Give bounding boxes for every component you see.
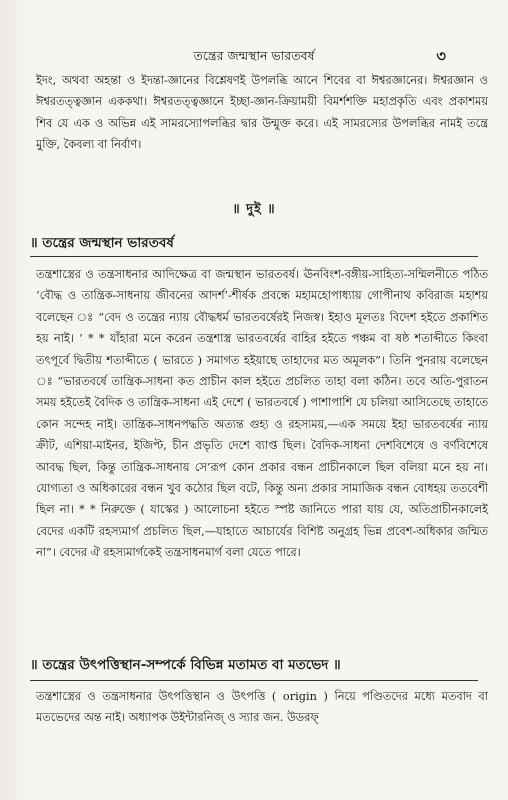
running-title: তন্ত্রের জন্মস্থান ভারতবর্ষ bbox=[193, 48, 315, 63]
chapter-heading: ॥ দুই ॥ bbox=[232, 202, 276, 217]
paragraph-origin: তন্ত্রশাস্ত্রের ও তন্ত্রসাধনার উৎপত্তিস্থান ও উৎপত্তি ( origin ) নিয়ে পণ্ডিতদের মধ্যে মতবাদ বা মতভেদের অন্ত নাই। অধ্যাপক উইন্টারনিজ্ ও স্যার জন. উডরফ্ bbox=[36, 690, 488, 725]
section-divider bbox=[30, 256, 478, 257]
section-heading-origin: ॥ তন্ত্রের উৎপত্তিস্থান-সম্পর্কে বিভিন্ন মতামত বা মতভেদ ॥ bbox=[30, 657, 341, 673]
paragraph-intro: ইদং, অথবা অহন্তা ও ইদন্তা-জ্ঞানের বিশ্লেষণই উপলব্ধি আনে শিবের বা ঈশ্বরজ্ঞানের। ঈশ্বরজ্ঞান ও ঈশ্বরতত্ত্বজ্ঞান এককথা। ঈশ্বরতত্ত্বজ্ঞানে ইচ্ছা-জ্ঞান-ক্রিয়াময়ী বিমর্শশক্তি মহাপ্রকৃতি এবং প্রকাশময় শিব যে এক ও অভিন্ন এই সামরস্যোপলব্ধির দ্বার উন্মুক্ত করে। এই সামরস্যের উপলব্ধির নামই তন্ত্রে মুক্তি, কৈবল্য বা নির্বাণ। bbox=[36, 74, 488, 152]
page-number: ৩ bbox=[436, 47, 446, 65]
section-heading-birthplace: ॥ তন্ত্রের জন্মস্থান ভারতবর্ষ bbox=[30, 235, 174, 251]
paragraph-birthplace: তন্ত্রশাস্ত্রের ও তন্ত্রসাধনার আদিক্ষেত্র বা জন্মস্থান ভারতবর্ষ। ঊনবিংশ-বঙ্গীয়-সাহিত্য-সম্মিলনীতে পঠিত ‘বৌদ্ধ ও তান্ত্রিক-সাধনায় জীবনের আদর্শ’-শীর্ষক প্রবন্ধে মহামহোপাধ্যায় গোপীনাথ কবিরাজ মহাশয় বলেছেন ঃ “বেদ ও তন্ত্রের ন্যায় বৌদ্ধধর্ম ভারতবর্ষেরই নিজস্ব। ইহাও মূলতঃ বিদেশ হইতে প্রকাশিত হয় নাই। ’ * * যাঁহারা মনে করেন তন্ত্রশাস্ত্র ভারতবর্ষের বাহির হইতে পঞ্চম বা ষষ্ঠ শতাব্দীতে কিংবা তৎপূর্বে দ্বিতীয় শতাব্দীতে ( ভারতে ) সমাগত হইয়াছে তাহাদের মত অমূলক”। তিনি পুনরায় বলেছেন ঃ “ভারতবর্ষে তান্ত্রিক-সাধনা কত প্রাচীন কাল হইতে প্রচলিত তাহা বলা কঠিন। তবে অতি-পুরাতন সময় হইতেই বৈদিক ও তান্ত্রিক-সাধনা এই দেশে ( ভারতবর্ষে ) পাশাপাশি যে চলিয়া আসিতেছে তাহাতে কোন সন্দেহ নাই। তান্ত্রিক-সাধনপদ্ধতি অত্যন্ত গুহ্য ও রহস্যময়,—এক সময়ে ইহা ভারতবর্ষের ন্যায় ক্রীট, এশিয়া-মাইনর, ইজিপ্ট, চীন প্রভৃতি দেশে ব্যাপ্ত ছিল। বৈদিক-সাধনা দেশবিশেষে ও বর্ণবিশেষে আবদ্ধ ছিল, কিন্তু তান্ত্রিক-সাধনায় সে’রূপ কোন প্রকার বন্ধন প্রাচীনকালে ছিল বলিয়া মনে হয় না। যোগ্যতা ও অধিকারের বন্ধন খুব কঠোর ছিল বটে, কিন্তু অন্য প্রকার সামাজিক বন্ধন বোধহয় ততবেশী ছিল না। * * নিরুক্তে ( যাস্কের ) আলোচনা হইতে স্পষ্ট জানিতে পারা যায় যে, অতিপ্রাচীনকালেই বেদের একটি রহস্যমার্গ প্রচলিত ছিল,—যাহাতে আচার্যের বিশিষ্ট অনুগ্রহ ভিন্ন প্রবেশ-অধিকার জন্মিত না”। বেদের ঐ রহস্যমার্গকেই তন্ত্রসাধনমার্গ বলা যেতে পারে। bbox=[36, 268, 488, 560]
running-header bbox=[0, 44, 508, 68]
section-divider bbox=[30, 680, 478, 681]
